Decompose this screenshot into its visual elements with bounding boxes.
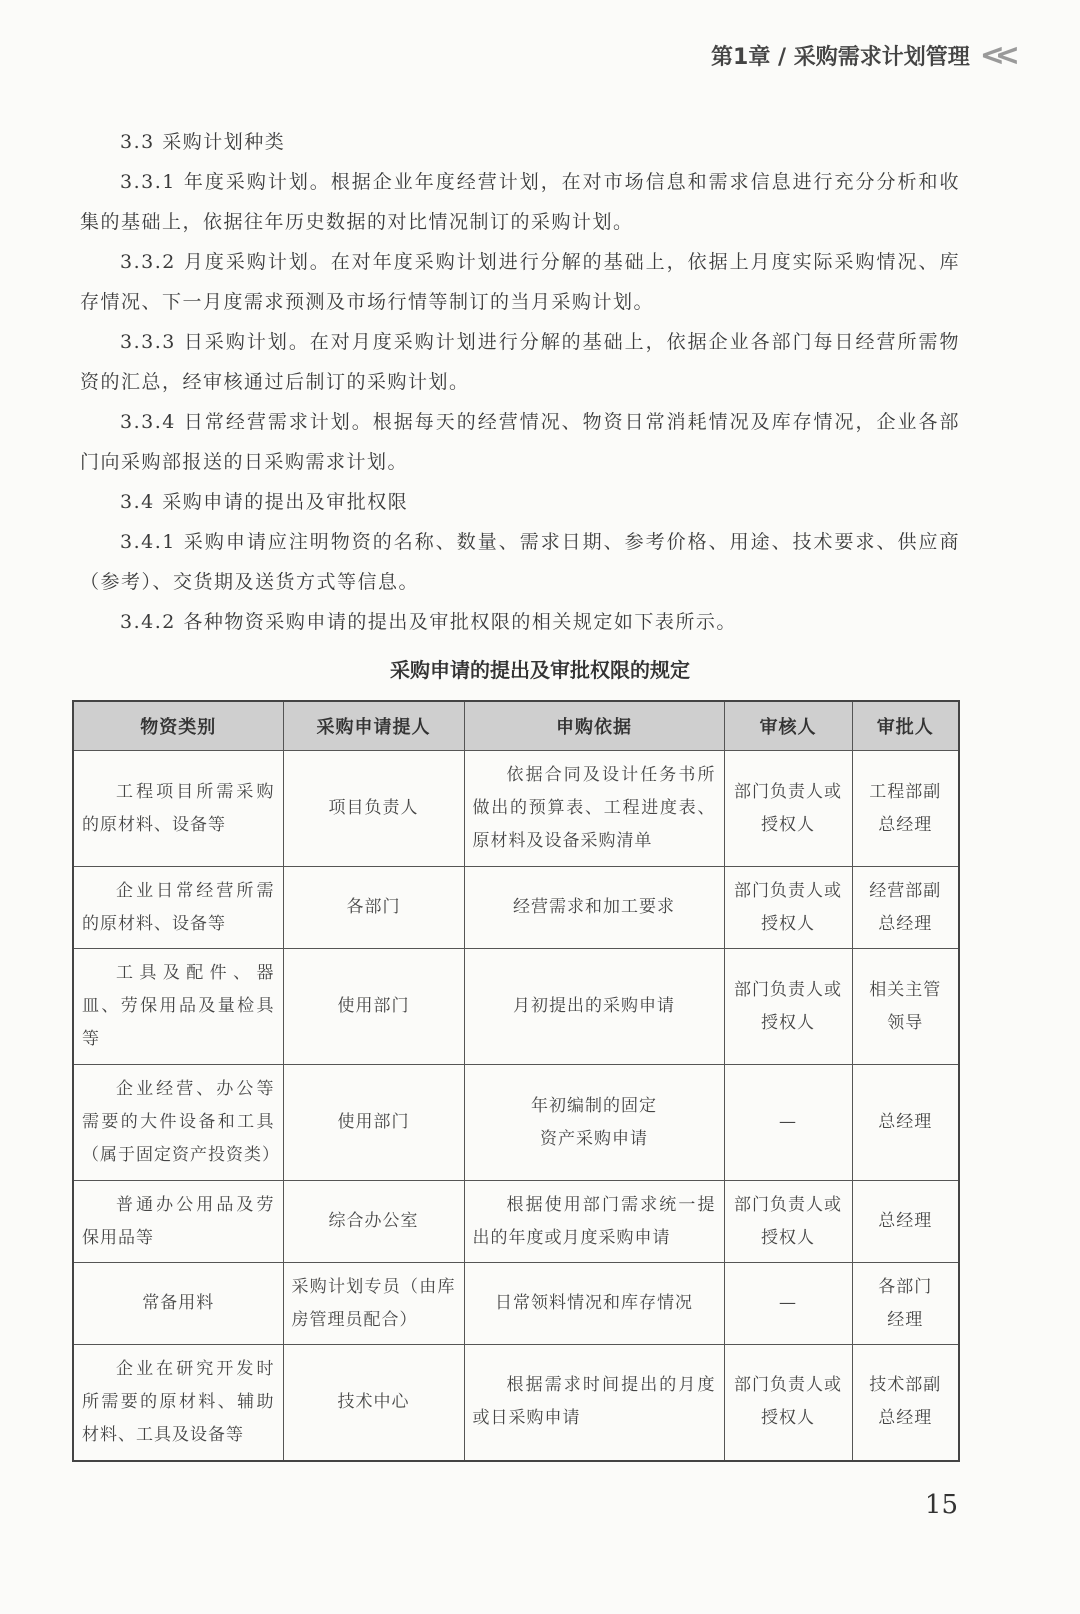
cell-reviewer: 部门负责人或授权人 [724,867,852,949]
table-title: 采购申请的提出及审批权限的规定 [390,658,690,682]
table-row [73,1263,959,1345]
paragraph-3-3-4: 3.3.4 日常经营需求计划。根据每天的经营情况、物资日常消耗情况及库存情况，企业各部门向采购部报送的日采购需求计划。 [80,411,960,473]
table-row [73,1181,959,1263]
cell-approver: 经营部副总经理 [852,867,959,949]
table-row [73,949,959,1065]
cell-basis: 年初编制的固定资产采购申请 [464,1065,724,1181]
table-row [73,1065,959,1181]
chevron-left-icon: << [979,38,1010,73]
cell-category: 工程项目所需采购的原材料、设备等 [73,751,283,867]
paragraph-3-4-2: 3.4.2 各种物资采购申请的提出及审批权限的相关规定如下表所示。 [120,611,737,633]
cell-approver: 总经理 [852,1065,959,1181]
paragraph-3-3-1: 3.3.1 年度采购计划。根据企业年度经营计划，在对市场信息和需求信息进行充分分析和收集的基础上，依据往年历史数据的对比情况制订的采购计划。 [80,171,960,233]
cell-category: 工具及配件、器皿、劳保用品及量检具等 [73,949,283,1065]
cell-approver: 技术部副总经理 [852,1345,959,1461]
cell-applicant: 使用部门 [283,949,464,1065]
cell-category: 企业经营、办公等需要的大件设备和工具（属于固定资产投资类） [73,1065,283,1181]
cell-reviewer: — [724,1263,852,1345]
cell-category: 常备用料 [73,1263,283,1345]
table-row [73,867,959,949]
cell-basis: 根据需求时间提出的月度或日采购申请 [464,1345,724,1461]
header-material-category: 物资类别 [73,701,283,751]
body-text [80,122,960,642]
approval-table [72,700,960,1462]
cell-category: 企业日常经营所需的原材料、设备等 [73,867,283,949]
table-row [73,1345,959,1461]
cell-basis: 依据合同及设计任务书所做出的预算表、工程进度表、原材料及设备采购清单 [464,751,724,867]
paragraph-3-4-1: 3.4.1 采购申请应注明物资的名称、数量、需求日期、参考价格、用途、技术要求、供应商（参考）、交货期及送货方式等信息。 [80,531,960,593]
cell-applicant: 使用部门 [283,1065,464,1181]
page-number: 15 [924,1490,958,1520]
cell-approver: 工程部副总经理 [852,751,959,867]
cell-basis: 月初提出的采购申请 [464,949,724,1065]
cell-applicant: 项目负责人 [283,751,464,867]
cell-applicant: 技术中心 [283,1345,464,1461]
section-heading-3-3: 3.3 采购计划种类 [120,131,286,153]
cell-basis: 经营需求和加工要求 [464,867,724,949]
cell-approver: 相关主管领导 [852,949,959,1065]
paragraph-3-3-2: 3.3.2 月度采购计划。在对年度采购计划进行分解的基础上，依据上月度实际采购情况、库存情况、下一月度需求预测及市场行情等制订的当月采购计划。 [80,251,960,313]
cell-reviewer: — [724,1065,852,1181]
cell-applicant: 采购计划专员（由库房管理员配合） [283,1263,464,1345]
cell-basis: 根据使用部门需求统一提出的年度或月度采购申请 [464,1181,724,1263]
cell-approver: 各部门经理 [852,1263,959,1345]
running-header [711,38,1010,73]
cell-category: 普通办公用品及劳保用品等 [73,1181,283,1263]
chapter-title: 第1章 / 采购需求计划管理 [711,45,970,70]
table-row [73,751,959,867]
header-basis: 申购依据 [464,701,724,751]
cell-category: 企业在研究开发时所需要的原材料、辅助材料、工具及设备等 [73,1345,283,1461]
section-heading-3-4: 3.4 采购申请的提出及审批权限 [120,491,409,513]
table-header-row [73,701,959,751]
cell-reviewer: 部门负责人或授权人 [724,1345,852,1461]
header-applicant: 采购申请提人 [283,701,464,751]
cell-reviewer: 部门负责人或授权人 [724,949,852,1065]
header-reviewer: 审核人 [724,701,852,751]
paragraph-3-3-3: 3.3.3 日采购计划。在对月度采购计划进行分解的基础上，依据企业各部门每日经营所需物资的汇总，经审核通过后制订的采购计划。 [80,331,960,393]
cell-applicant: 各部门 [283,867,464,949]
cell-basis: 日常领料情况和库存情况 [464,1263,724,1345]
header-approver: 审批人 [852,701,959,751]
cell-applicant: 综合办公室 [283,1181,464,1263]
cell-reviewer: 部门负责人或授权人 [724,751,852,867]
cell-reviewer: 部门负责人或授权人 [724,1181,852,1263]
cell-approver: 总经理 [852,1181,959,1263]
